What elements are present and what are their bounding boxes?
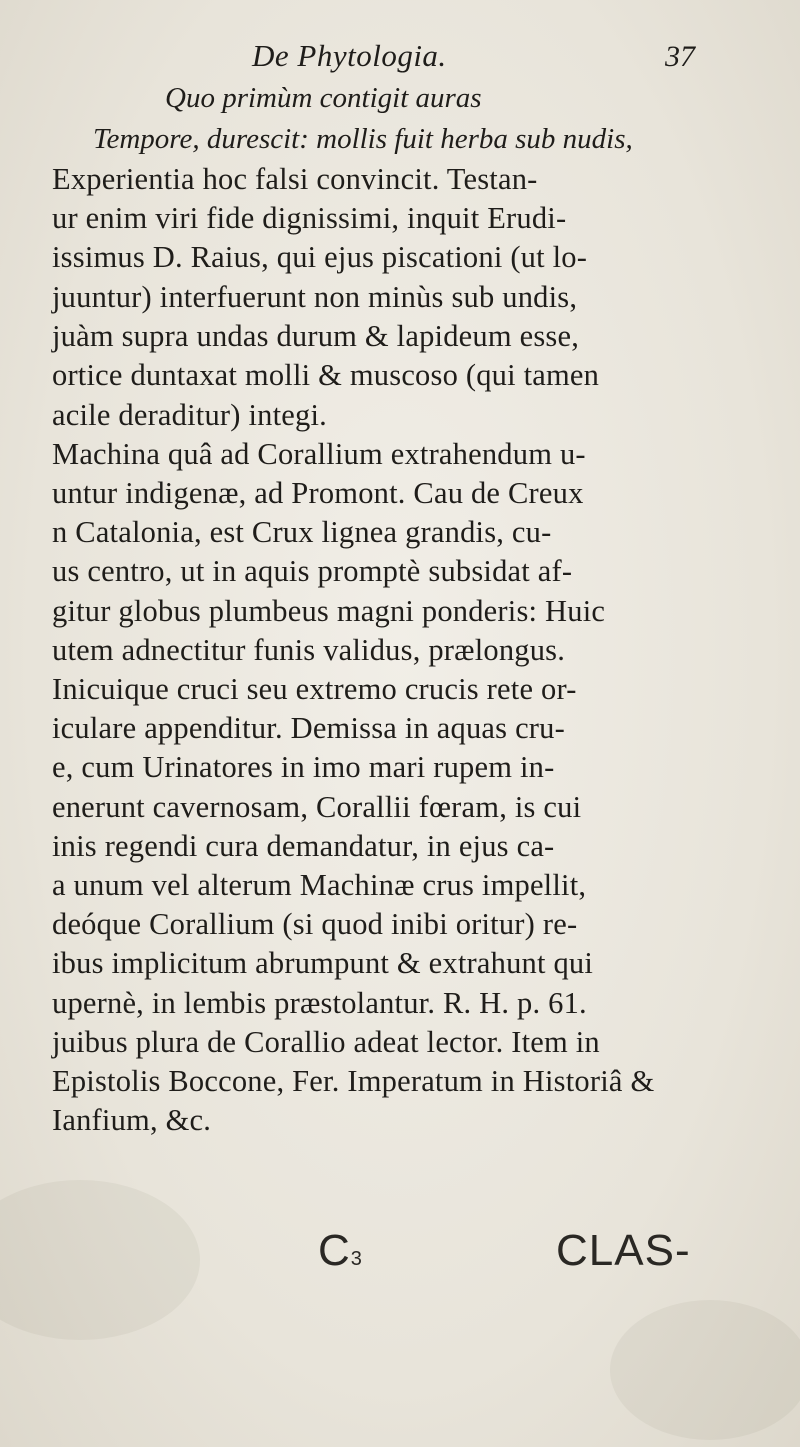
signature-number: 3 [350, 1248, 363, 1270]
text-line: ur enim viri fide dignissimi, inquit Erudi- [52, 201, 567, 235]
text-line: ortice duntaxat molli & muscoso (qui tamen [52, 358, 600, 392]
text-line: inis regendi cura demandatur, in ejus ca- [52, 829, 555, 863]
text-line: us centro, ut in aquis promptè subsidat af- [52, 554, 573, 588]
text-line: Ianfium, &c. [52, 1103, 212, 1137]
text-line: untur indigenæ, ad Promont. Cau de Creux [52, 476, 584, 510]
text-line: gitur globus plumbeus magni ponderis: Huic [52, 594, 606, 628]
text-line: enerunt cavernosam, Corallii fœram, is cui [52, 790, 582, 824]
page-number: 37 [665, 40, 695, 73]
text-line: e, cum Urinatores in imo mari rupem in- [52, 750, 555, 784]
text-line: utem adnectitur funis validus, prælongus. [52, 633, 566, 667]
paper-stain [0, 1180, 200, 1340]
text-line: juibus plura de Corallio adeat lector. Item in [52, 1025, 600, 1059]
running-title: De Phytologia. [252, 38, 447, 73]
text-line: issimus D. Raius, qui ejus piscationi (ut lo- [52, 240, 588, 274]
text-line: Experientia hoc falsi convincit. Testan- [52, 162, 538, 196]
text-line: iculare appenditur. Demissa in aquas cru- [52, 711, 565, 745]
signature-mark [318, 1226, 363, 1276]
text-line: Inicuique cruci seu extremo crucis rete or- [52, 672, 577, 706]
catchword: CLAS- [556, 1226, 691, 1275]
verse-line: Quo primùm contigit auras [165, 82, 482, 114]
text-line: acile deraditur) integi. [52, 398, 327, 432]
text-line: ibus implicitum abrumpunt & extrahunt qui [52, 946, 594, 980]
text-line: n Catalonia, est Crux lignea grandis, cu- [52, 515, 552, 549]
page-header [0, 38, 800, 78]
verse-line: Tempore, durescit: mollis fuit herba sub nudis, [93, 123, 633, 155]
text-line: Epistolis Boccone, Fer. Imperatum in Historiâ & [52, 1064, 655, 1098]
paper-stain [610, 1300, 800, 1440]
text-line: Machina quâ ad Corallium extrahendum u- [52, 437, 586, 471]
text-line: juàm supra undas durum & lapideum esse, [52, 319, 580, 353]
text-line: juuntur) interfuerunt non minùs sub undis, [52, 280, 578, 314]
signature-letter: C [318, 1226, 351, 1275]
text-line: deóque Corallium (si quod inibi oritur) re- [52, 907, 578, 941]
text-line: upernè, in lembis præstolantur. R. H. p. 61. [52, 986, 587, 1020]
text-line: a unum vel alterum Machinæ crus impellit, [52, 868, 587, 902]
